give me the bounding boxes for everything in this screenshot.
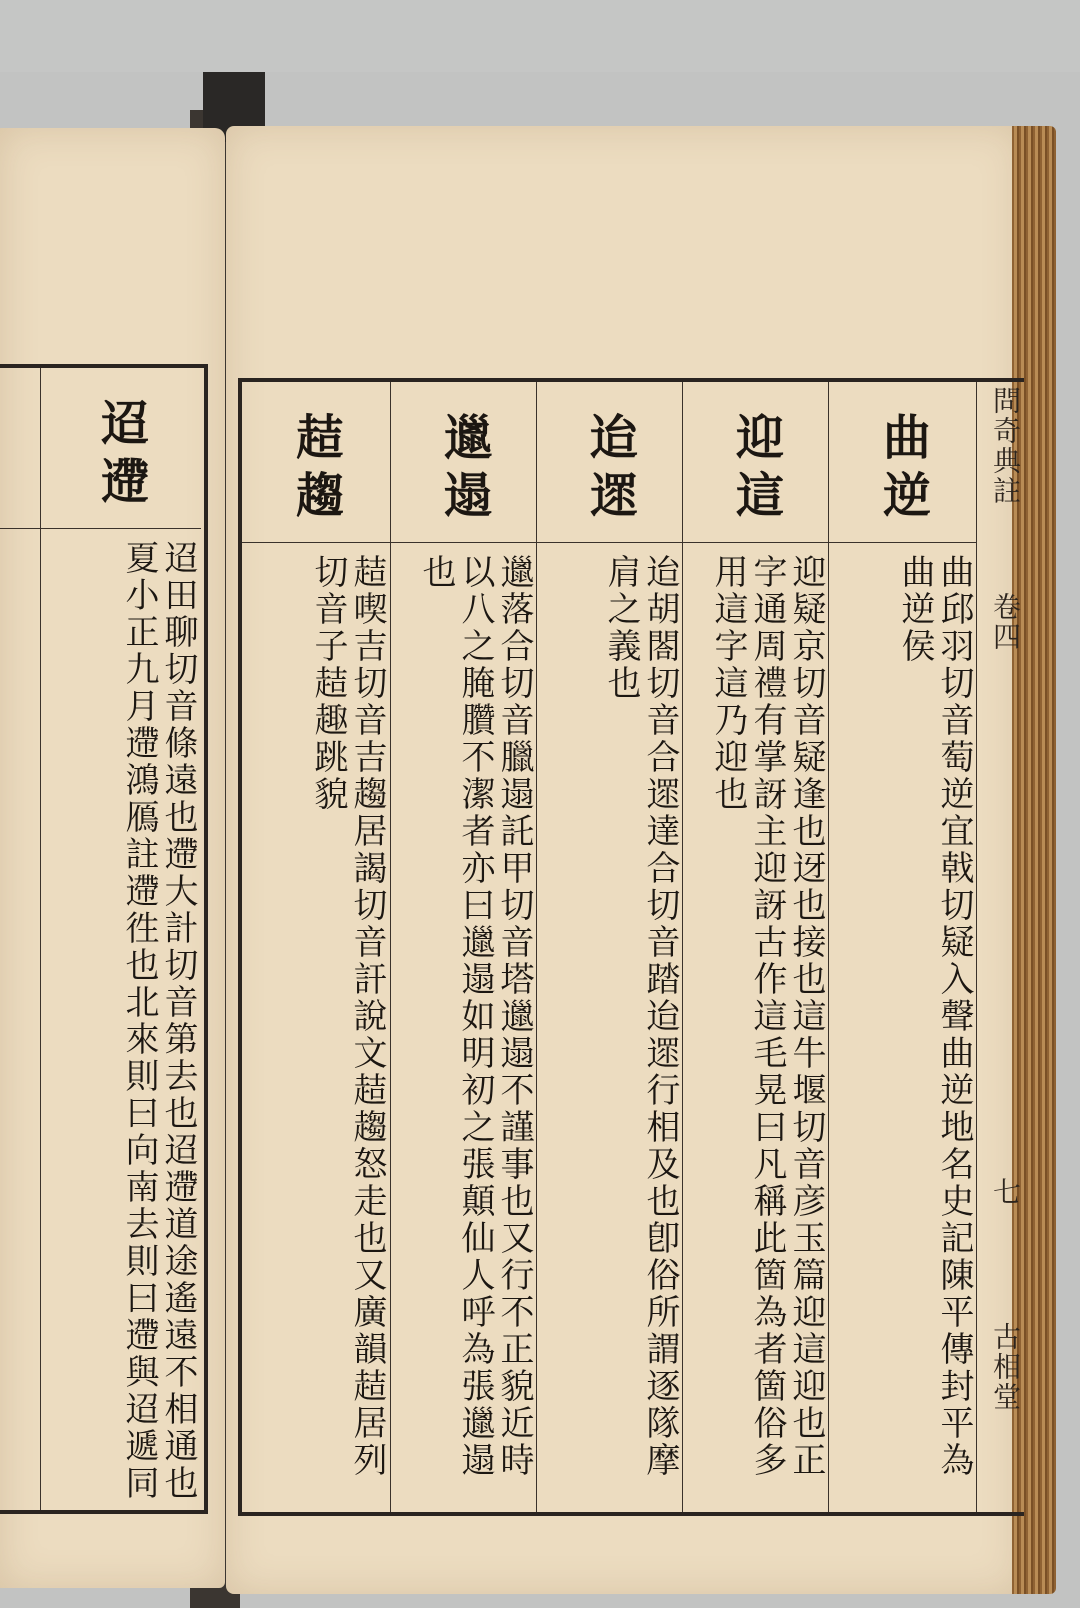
- margin-title: 問奇典註: [989, 386, 1022, 506]
- entry-column-left-0: [40, 368, 201, 1510]
- margin-column: [976, 382, 1021, 1512]
- head-word: 曲逆: [874, 412, 931, 528]
- entry-column-4: [242, 382, 390, 1512]
- scan-top-band: [0, 0, 1080, 72]
- head-word: 迨遝: [581, 412, 638, 528]
- left-partial-column: [0, 368, 40, 1510]
- gloss-text: 迎疑京切音疑逢也迓也接也這牛堰切音彦玉篇迎這迎也正字通周禮有掌訝主迎訝古作這毛晃曰凡稱此箇為者箇俗多用這字這乃迎也: [708, 554, 826, 1479]
- head-word: 迢遰: [92, 398, 149, 514]
- page-number: 七: [989, 1177, 1022, 1207]
- entry-column-0: [828, 382, 977, 1512]
- chapter-label: 卷四: [989, 592, 1022, 652]
- entry-column-3: [390, 382, 537, 1512]
- column-head-divider: [683, 542, 829, 543]
- gloss-text: 曲邱羽切音萄逆宜戟切疑入聲曲逆地名史記陳平傳封平為曲逆侯: [895, 554, 974, 1479]
- left-page-frame: [0, 364, 208, 1514]
- head-word: 趌趨: [287, 412, 344, 528]
- column-head-divider: [829, 542, 977, 543]
- column-head-divider: [537, 542, 683, 543]
- head-word: 迎這: [727, 412, 784, 528]
- right-page-frame: [238, 378, 1024, 1516]
- column-head-divider: [0, 528, 40, 529]
- gloss-text: 迢田聊切音條遠也遰大計切音第去也迢遰道途遙遠不相通也夏小正九月遰鴻鴈註遰徃也北來則曰向南去則曰遰與迢遞同: [119, 540, 198, 1502]
- entry-column-2: [536, 382, 683, 1512]
- entry-column-1: [682, 382, 829, 1512]
- column-head-divider: [41, 528, 201, 529]
- column-head-divider: [242, 542, 390, 543]
- gloss-text: 迨胡閤切音合遝達合切音踏迨遝行相及也卽俗所謂逐隊摩肩之義也: [601, 554, 680, 1479]
- column-head-divider: [391, 542, 537, 543]
- publisher-mark: 古相堂: [989, 1322, 1022, 1412]
- head-word: 邋遢: [435, 412, 492, 528]
- gloss-text: 趌喫吉切音吉趨居謁切音訐說文趌趨怒走也又廣韻趌居列切音子趌趣跳貌: [308, 554, 387, 1479]
- gloss-text: 邋落合切音臘遢託甲切音塔邋遢不謹事也又行不正貌近時以八之腌臢不潔者亦曰邋遢如明初之張顛仙人呼為張邋遢也: [416, 554, 534, 1479]
